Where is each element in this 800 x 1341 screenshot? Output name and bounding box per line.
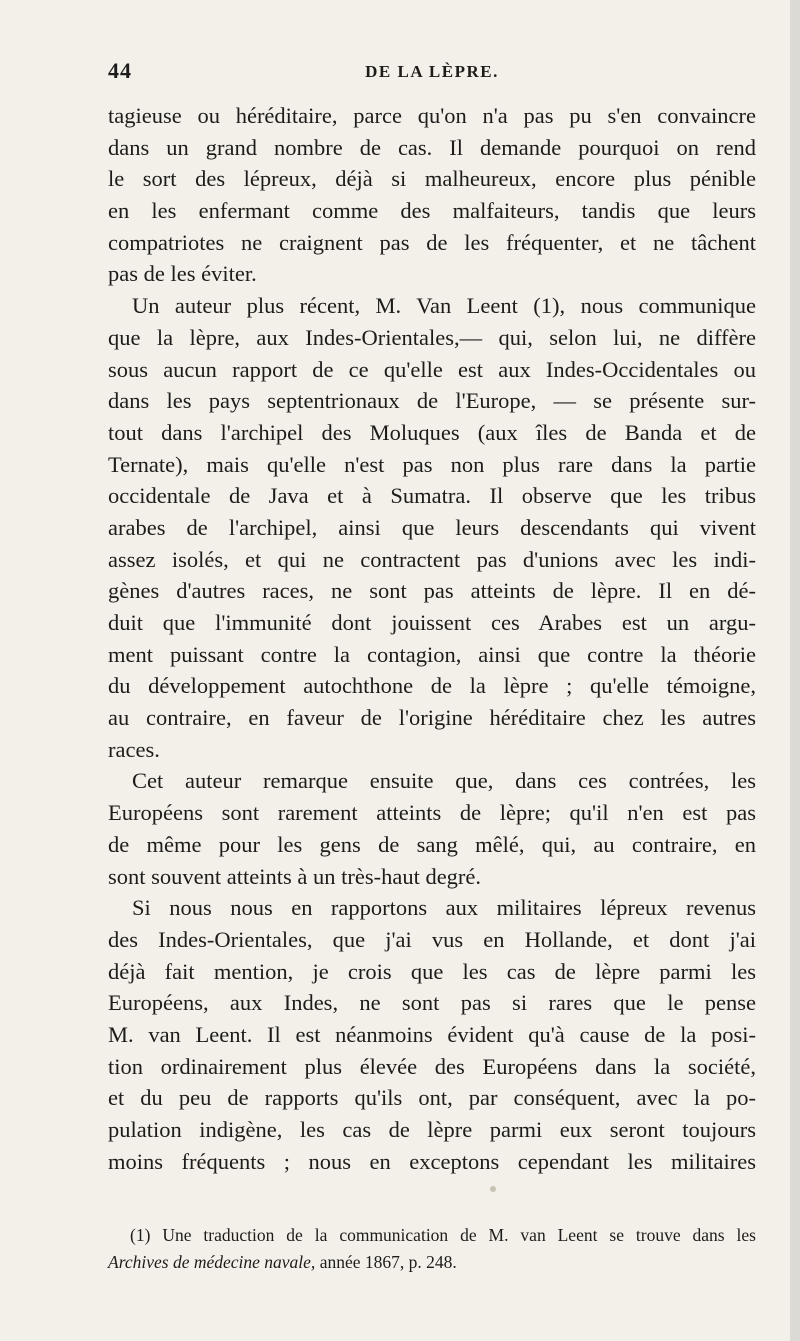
text-line: Européens sont rarement atteints de lèpre; qu'il n'en est pas — [108, 800, 756, 826]
page-number: 44 — [108, 58, 132, 83]
text-line: tout dans l'archipel des Moluques (aux îles de Banda et de — [108, 419, 756, 445]
text-line: compatriotes ne craignent pas de les fréquenter, et ne tâchent — [108, 229, 756, 255]
text-line: assez isolés, et qui ne contractent pas d'unions avec les indi- — [108, 546, 756, 572]
text-line: dans les pays septentrionaux de l'Europe, — se présente sur- — [108, 388, 756, 414]
footnote-line: (1) Une traduction de la communication de M. van Leent se trouve dans les — [130, 1225, 756, 1245]
text-line: le sort des lépreux, déjà si malheureux, encore plus pénible — [108, 166, 756, 192]
text-line: ment puissant contre la contagion, ainsi que contre la théorie — [108, 641, 756, 667]
page-header — [108, 54, 756, 90]
footnote-citation: année 1867, p. 248. — [315, 1252, 457, 1272]
footnote-line — [108, 1249, 756, 1276]
text-line: Un auteur plus récent, M. Van Leent (1), nous communique — [132, 293, 756, 319]
text-line: moins fréquents ; nous en exceptons cependant les militaires — [108, 1148, 756, 1174]
text-line: M. van Leent. Il est néanmoins évident qu'à cause de la posi- — [108, 1021, 756, 1047]
text-line: au contraire, en faveur de l'origine héréditaire chez les autres — [108, 705, 756, 731]
text-line: en les enfermant comme des malfaiteurs, tandis que leurs — [108, 198, 756, 224]
text-line: occidentale de Java et à Sumatra. Il observe que les tribus — [108, 483, 756, 509]
text-line: Si nous nous en rapportons aux militaires lépreux revenus — [132, 895, 756, 921]
text-line: tion ordinairement plus élevée des Européens dans la société, — [108, 1053, 756, 1079]
text-line: arabes de l'archipel, ainsi que leurs descendants qui vivent — [108, 514, 756, 540]
text-line: sous aucun rapport de ce qu'elle est aux Indes-Occidentales ou — [108, 356, 756, 382]
text-line: Européens, aux Indes, ne sont pas si rares que le pense — [108, 990, 756, 1016]
text-line: de même pour les gens de sang mêlé, qui, au contraire, en — [108, 831, 756, 857]
text-line: dans un grand nombre de cas. Il demande pourquoi on rend — [108, 134, 756, 160]
text-line: pulation indigène, les cas de lèpre parmi eux seront toujours — [108, 1117, 756, 1142]
text-line: duit que l'immunité dont jouissent ces Arabes est un argu- — [108, 610, 756, 635]
text-line: gènes d'autres races, ne sont pas atteints de lèpre. Il en dé- — [108, 578, 756, 604]
text-line: pas de les éviter. — [108, 261, 257, 287]
text-line: déjà fait mention, je crois que les cas de lèpre parmi les — [108, 958, 756, 984]
text-line: du développement autochthone de la lèpre ; qu'elle témoigne, — [108, 673, 756, 699]
text-line: races. — [108, 736, 160, 762]
text-line: des Indes-Orientales, que j'ai vus en Hollande, et dont j'ai — [108, 926, 756, 952]
text-line: Cet auteur remarque ensuite que, dans ces contrées, les — [132, 768, 756, 794]
text-line: et du peu de rapports qu'ils ont, par conséquent, avec la po- — [108, 1085, 756, 1111]
running-title: DE LA LÈPRE. — [365, 62, 499, 81]
text-line: tagieuse ou héréditaire, parce qu'on n'a pas pu s'en convaincre — [108, 103, 756, 128]
text-line: que la lèpre, aux Indes-Orientales,— qui, selon lui, ne diffère — [108, 324, 756, 350]
footnote-journal-title: Archives de médecine navale, — [108, 1252, 316, 1272]
footnote — [108, 1222, 756, 1276]
body-text — [108, 100, 756, 1177]
text-line: Ternate), mais qu'elle n'est pas non plus rare dans la partie — [108, 451, 756, 477]
text-line: sont souvent atteints à un très-haut degré. — [108, 863, 482, 889]
ink-speck — [490, 1186, 496, 1192]
